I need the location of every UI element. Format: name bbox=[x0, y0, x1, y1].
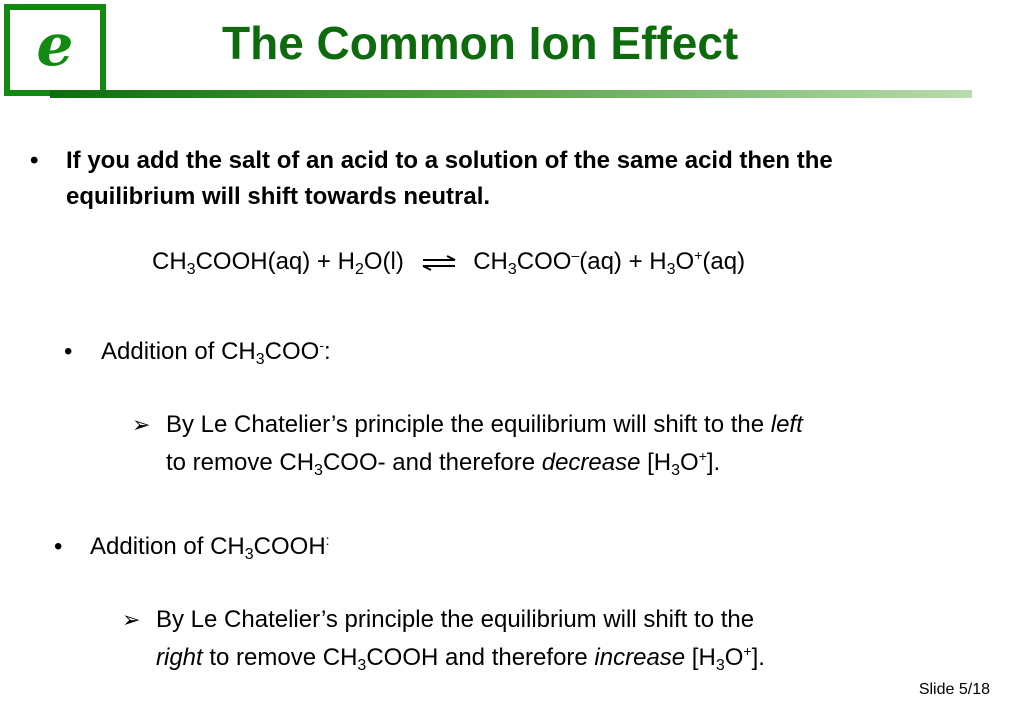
bullet-text bbox=[90, 529, 330, 565]
explanation-line-1 bbox=[156, 601, 765, 639]
eq-text: CH bbox=[152, 248, 187, 275]
intro-text: If you add the salt of an acid to a solution of the same acid then the equilibrium will shift towards neutral. bbox=[66, 147, 833, 210]
text-run: to remove CH bbox=[202, 644, 358, 671]
text-run: Addition of CH bbox=[90, 533, 245, 560]
text-run: COO bbox=[264, 338, 320, 365]
eq-subscript: 2 bbox=[354, 261, 364, 278]
bullet-dot: • bbox=[64, 338, 73, 365]
emphasis-left: left bbox=[770, 411, 803, 438]
explanation-line-2 bbox=[156, 639, 765, 677]
slide-number: Slide 5/18 bbox=[918, 681, 990, 698]
eq-text: O(l) bbox=[363, 248, 404, 275]
text-run: O bbox=[680, 449, 699, 476]
subscript: 3 bbox=[314, 462, 323, 479]
superscript: + bbox=[698, 448, 707, 464]
eq-superscript: – bbox=[571, 247, 580, 263]
text-run: [H bbox=[640, 449, 672, 476]
superscript: : bbox=[325, 532, 330, 548]
text-run: : bbox=[324, 338, 331, 365]
subscript: 3 bbox=[255, 351, 265, 368]
subscript: 3 bbox=[671, 462, 681, 479]
header-divider bbox=[50, 90, 972, 98]
slide-title: The Common Ion Effect bbox=[222, 17, 739, 69]
eq-text: (aq) + H bbox=[579, 248, 667, 275]
eq-subscript: 3 bbox=[507, 261, 517, 278]
text-run: COO- and therefore bbox=[322, 449, 542, 476]
emphasis-decrease: decrease bbox=[541, 449, 641, 476]
text-run: Addition of CH bbox=[101, 338, 256, 365]
subscript: 3 bbox=[715, 657, 725, 674]
eq-subscript: 3 bbox=[666, 261, 676, 278]
superscript: + bbox=[743, 643, 752, 659]
bullet-dot: • bbox=[54, 533, 63, 560]
eq-subscript: 3 bbox=[186, 261, 196, 278]
arrow-bullet-icon: ➢ bbox=[122, 607, 141, 632]
subscript: 3 bbox=[357, 657, 367, 674]
text-run: COOH and therefore bbox=[366, 644, 595, 671]
arrow-bullet-icon: ➢ bbox=[132, 412, 151, 437]
bullet-dot: • bbox=[30, 147, 39, 174]
text-run: By Le Chatelier’s principle the equilibrium will shift to the bbox=[166, 411, 771, 438]
text-run: [H bbox=[685, 644, 716, 671]
text-run: ]. bbox=[751, 644, 765, 671]
equilibrium-arrows-icon bbox=[421, 255, 457, 271]
subscript: 3 bbox=[244, 546, 254, 563]
explanation-line-2 bbox=[166, 444, 803, 482]
eq-text: COO bbox=[516, 248, 572, 275]
emphasis-increase: increase bbox=[594, 644, 686, 671]
equilibrium-equation bbox=[152, 244, 745, 280]
bullet-text bbox=[101, 334, 331, 370]
text-run: By Le Chatelier’s principle the equilibrium will shift to the bbox=[156, 606, 755, 633]
text-run: O bbox=[724, 644, 744, 671]
eq-text: CH bbox=[473, 248, 508, 275]
text-run: ]. bbox=[706, 449, 721, 476]
eq-text: (aq) bbox=[702, 248, 746, 275]
superscript: - bbox=[319, 337, 324, 353]
emphasis-right: right bbox=[156, 644, 203, 671]
eq-superscript: + bbox=[694, 247, 703, 263]
logo bbox=[4, 4, 106, 96]
explanation-line-1 bbox=[166, 406, 803, 444]
text-run: COOH bbox=[253, 533, 326, 560]
logo-letter: e bbox=[36, 11, 74, 79]
eq-text: COOH(aq) + H bbox=[195, 248, 355, 275]
eq-text: O bbox=[675, 248, 695, 275]
text-run: to remove CH bbox=[166, 449, 315, 476]
